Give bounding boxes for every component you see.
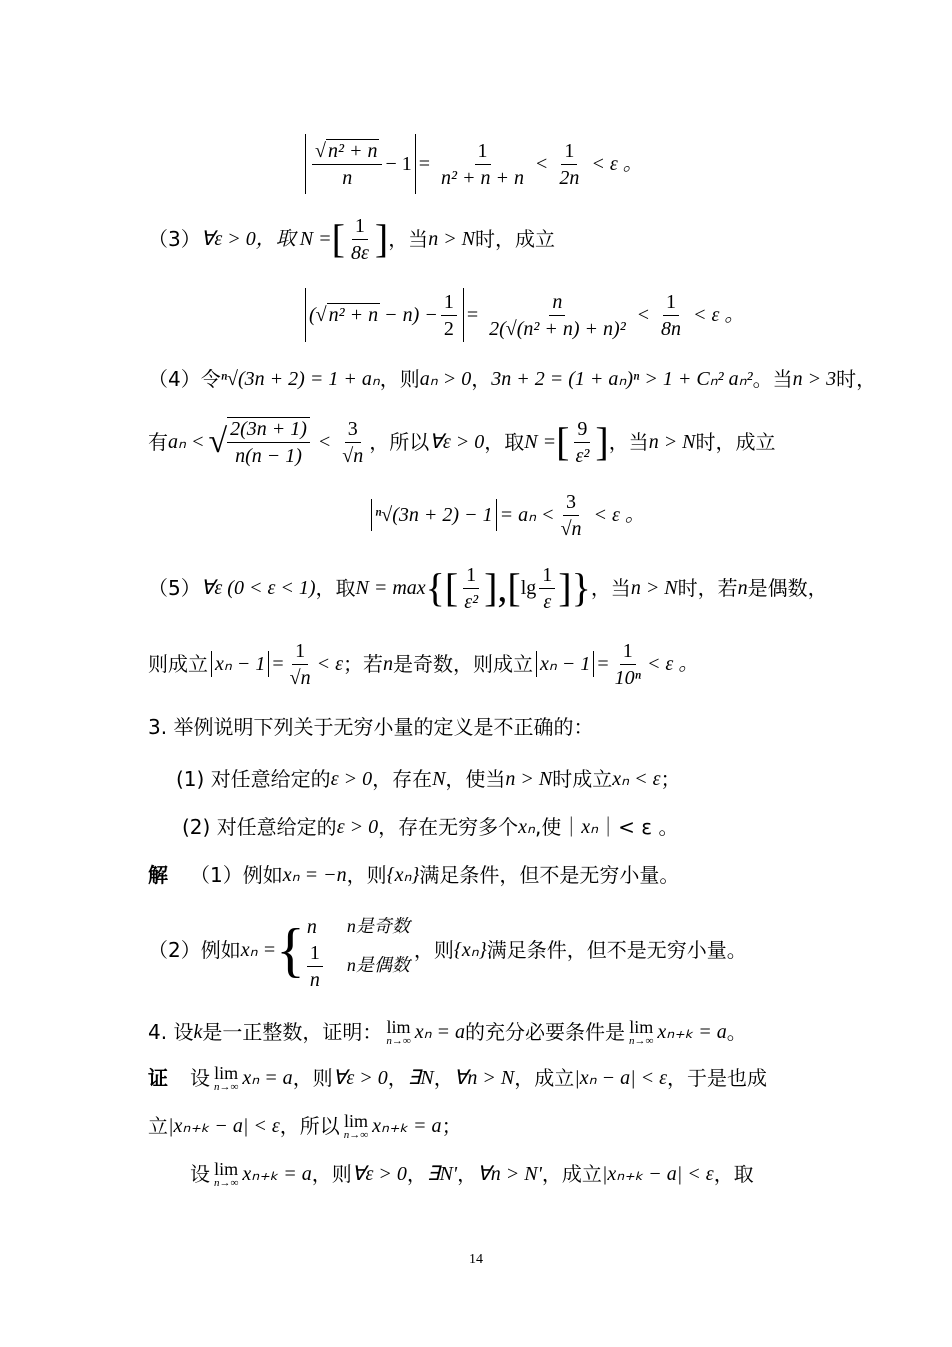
text-segment: ｜< ε 。 xyxy=(598,815,679,839)
fraction xyxy=(612,640,644,689)
fraction xyxy=(339,418,366,467)
math-text: − n) − xyxy=(384,304,438,326)
text-segment: 设 xyxy=(190,1162,210,1186)
fraction-den: n xyxy=(342,166,353,189)
equals-sign: = xyxy=(418,153,431,175)
text-segment: ，使当 xyxy=(445,767,506,791)
fraction-den: n² + n + n xyxy=(441,166,525,189)
math-text: ∃N xyxy=(407,1067,434,1089)
text-segment: 是奇数，则成立 xyxy=(393,652,533,676)
math-text: ⁿ√(3n + 2) = 1 + aₙ xyxy=(220,368,380,390)
text-segment: ，当 xyxy=(388,227,429,251)
math-text: ∀ε > 0 xyxy=(351,1163,407,1185)
left-brace: { xyxy=(276,917,305,983)
math-text: < ε 。 xyxy=(593,504,645,526)
math-text: |xₙ − a| < ε xyxy=(574,1067,667,1089)
math-text: xₙ − 1 xyxy=(215,653,266,675)
fraction-num: 3 xyxy=(345,418,361,443)
heading-problem-3 xyxy=(148,712,593,742)
limit-operator xyxy=(629,1018,653,1047)
text-segment: ，取 xyxy=(484,430,525,454)
fraction-num: 1 xyxy=(352,215,368,240)
text-segment: ,使｜ xyxy=(534,815,582,839)
limit-operator xyxy=(344,1112,368,1141)
math-text: N = xyxy=(299,228,332,250)
math-text: xₙ = a xyxy=(414,1021,466,1043)
math-text: xₙ = −n xyxy=(282,864,347,886)
fraction-den: 10ⁿ xyxy=(614,666,641,689)
lim-subscript: n→∞ xyxy=(386,1034,411,1047)
math-text: xₙ < ε xyxy=(612,768,661,790)
text-segment: 时，成立 xyxy=(475,227,556,251)
fraction-num: 1 xyxy=(292,640,308,665)
case-value: n xyxy=(306,916,317,938)
fraction-num: 1 xyxy=(307,942,323,967)
math-text: = aₙ < xyxy=(499,504,555,526)
text-segment: ；若 xyxy=(343,652,383,676)
math-text: 3n + 2 = (1 + aₙ)ⁿ > 1 + Cₙ² aₙ² xyxy=(491,368,753,390)
math-text: n > N xyxy=(630,577,678,599)
text-line-2: （3） ∀ε > 0，取 N = [ $\frac{1}{8\varepsilon}$ ] ，当 n > N 时，成立 xyxy=(148,214,556,264)
text-segment: ，当 xyxy=(608,430,649,454)
fraction-num: 1 xyxy=(663,291,679,316)
fraction-num: 1 xyxy=(561,140,577,165)
text-segment: 有 xyxy=(148,430,168,454)
fraction-den: 2 xyxy=(443,317,454,340)
fraction: $\frac{\text{√ n² + n}}{n}$ xyxy=(312,140,382,189)
math-text: n > N xyxy=(428,228,476,250)
sqrt-expr: n² + n xyxy=(328,304,379,326)
math-text: < ε xyxy=(316,653,343,675)
text-segment: ， xyxy=(433,1066,454,1090)
proof-line-3 xyxy=(190,1154,754,1194)
fraction-num: 1 xyxy=(620,640,636,665)
fraction xyxy=(539,564,555,613)
fraction-den: √n xyxy=(560,517,582,540)
lim-text: lim xyxy=(629,1016,654,1037)
math-text: ∀n > N xyxy=(453,1067,515,1089)
formula-line-3: ( √ n² + n − n) − $\frac{1}{2}$ = $\frac{n}{\text{2(√(n² + n) + n)²}}$ < $\frac{1}{8n}$ < ε 。 xyxy=(302,286,744,344)
abs-bar xyxy=(305,288,306,342)
text-line-11 xyxy=(182,812,678,842)
equals-sign: = xyxy=(597,653,609,675)
math-text: ⁿ√(3n + 2) − 1 xyxy=(375,504,493,526)
less-than: < xyxy=(536,153,548,175)
fraction xyxy=(227,417,310,467)
math-text: n > N xyxy=(505,768,553,790)
math-text: N xyxy=(432,768,446,790)
piecewise-cases xyxy=(307,911,410,989)
solution-line-2 xyxy=(148,910,747,990)
math-text: aₙ < xyxy=(168,431,205,453)
math-text: ∀ε (0 < ε < 1) xyxy=(200,577,316,599)
sqrt-expr: n² + n xyxy=(327,139,378,162)
fraction-num: n xyxy=(549,291,565,316)
text-segment: ，存在无穷多个 xyxy=(378,815,519,839)
fraction-num: 1 xyxy=(475,140,491,165)
abs-bar xyxy=(305,134,306,194)
fraction-num: 1 xyxy=(441,291,457,316)
text-segment: 是一正整数，证明： xyxy=(202,1020,383,1044)
text-segment: ， xyxy=(457,1162,478,1186)
math-text: xₙ − 1 xyxy=(540,653,591,675)
equals-sign: = xyxy=(272,653,284,675)
fraction-num: 9 xyxy=(574,418,590,443)
text-segment: ，则 xyxy=(311,1162,352,1186)
text-line-4 xyxy=(148,364,876,394)
case-condition: n是偶数 xyxy=(346,955,410,976)
abs-bar xyxy=(463,288,464,342)
text-segment: ， xyxy=(387,1066,408,1090)
text-segment: 满足条件，但不是无穷小量。 xyxy=(419,863,680,887)
lim-text: lim xyxy=(214,1158,239,1179)
math-text: < ε 。 xyxy=(646,653,699,675)
limit-operator xyxy=(214,1160,238,1189)
fraction-den: n xyxy=(309,968,320,991)
math-text: k xyxy=(193,1021,203,1043)
math-text: |xₙ₊ₖ − a| < ε xyxy=(601,1163,714,1185)
less-than: < xyxy=(637,304,649,326)
text-line-7: （5） ∀ε (0 < ε < 1) ，取 N = max {[ $\frac{1}{\text{ε²}}$ ],[ lg $\frac{1}{\varepsilon}$ ]} ，当 n > N 时，若 n 是偶数， xyxy=(148,563,828,613)
proof-label: 证 xyxy=(148,1066,168,1090)
lim-text: lim xyxy=(343,1110,368,1131)
fraction xyxy=(348,215,372,264)
text-segment: ，则 xyxy=(413,938,454,962)
fraction-num: 1 xyxy=(463,564,479,589)
fraction xyxy=(441,291,457,340)
limit-operator xyxy=(214,1064,238,1093)
fraction-num: 2(3n + 1) xyxy=(227,418,310,443)
fraction-den: 8ε xyxy=(350,241,369,264)
math-text: xₙ₊ₖ = a xyxy=(242,1163,312,1185)
text-segment: ； xyxy=(441,1114,462,1138)
math-text: ∀ε > 0 xyxy=(429,431,485,453)
text-segment: ，取 xyxy=(713,1162,754,1186)
text-segment: ，成立 xyxy=(541,1162,602,1186)
math-text: ∀n > N' xyxy=(477,1163,542,1185)
text-line-8 xyxy=(148,636,698,692)
text-segment: 是偶数， xyxy=(747,576,828,600)
text-segment: （2）例如 xyxy=(148,938,241,962)
proof-line-1 xyxy=(148,1058,767,1098)
lim-subscript: n→∞ xyxy=(629,1034,654,1047)
equals-sign: = xyxy=(466,304,479,326)
fraction-den: ε² xyxy=(575,444,590,467)
text-segment: (1) 对任意给定的 xyxy=(176,767,331,791)
text-segment: (2) 对任意给定的 xyxy=(182,815,337,839)
text-segment: ，则 xyxy=(346,863,387,887)
math-text: n > N xyxy=(648,431,696,453)
text-segment: ， xyxy=(406,1162,427,1186)
abs-bar xyxy=(415,134,416,194)
math-text: xₙ xyxy=(581,816,599,838)
text-segment: 4. 设 xyxy=(148,1020,194,1044)
fraction-den: 2(√(n² + n) + n)² xyxy=(489,317,626,340)
math-text: aₙ > 0 xyxy=(419,368,472,390)
lim-subscript: n→∞ xyxy=(214,1080,239,1093)
text-segment: ， xyxy=(471,367,492,391)
math-text: < ε 。 xyxy=(591,153,643,175)
solution-line-1 xyxy=(148,860,679,890)
text-segment: ，存在 xyxy=(372,767,433,791)
math-text: xₙ xyxy=(518,816,535,838)
math-text: n xyxy=(383,653,393,675)
fraction xyxy=(461,564,481,613)
text-segment: 。当 xyxy=(752,367,793,391)
math-text: {xₙ} xyxy=(453,939,487,961)
text-line-10 xyxy=(176,764,681,794)
text-segment: （1）例如 xyxy=(190,863,283,887)
fraction-den: 2n xyxy=(559,166,580,189)
math-text: xₙ₊ₖ = a xyxy=(372,1115,442,1137)
fraction xyxy=(658,291,684,340)
page-number: 14 xyxy=(469,1252,483,1267)
math-text: N = xyxy=(524,431,557,453)
text-segment: 满足条件，但不是无穷小量。 xyxy=(486,938,747,962)
proof-line-2 xyxy=(148,1106,462,1146)
fraction-den: 8n xyxy=(660,317,681,340)
math-text: ε > 0 xyxy=(330,768,373,790)
fraction-den: ε xyxy=(543,590,552,613)
case-condition: n是奇数 xyxy=(346,916,410,937)
fraction xyxy=(486,291,629,340)
text-segment: 立 xyxy=(148,1114,168,1138)
math-text: {xₙ} xyxy=(386,864,420,886)
text-line-5: 有 aₙ < √ $\frac{2(3n + 1)}{n(n - 1)}$ < $\frac{3}{√n}$ ，所以 ∀ε > 0 ，取 N = [ $\frac{9}{\text{ε²}}$ ] ，当 n > N 时，成立 xyxy=(148,417,776,467)
text-segment: 3. 举例说明下列关于无穷小量的定义是不正确的： xyxy=(148,715,594,739)
math-text: < ε 。 xyxy=(692,304,745,326)
heading-problem-4 xyxy=(148,1012,747,1052)
abs-bar xyxy=(496,499,497,531)
lim-subscript: n→∞ xyxy=(343,1128,369,1141)
fraction xyxy=(556,140,582,189)
text-segment: 设 xyxy=(190,1066,210,1090)
text-segment: ，所以 xyxy=(369,430,430,454)
fraction-den: √n xyxy=(342,444,364,467)
fraction-den: ε² xyxy=(464,590,479,613)
fraction-den: √n xyxy=(289,666,311,689)
math-text: lg xyxy=(520,577,537,599)
math-text: xₙ = a xyxy=(242,1067,293,1089)
math-text: ∀ε > 0 xyxy=(332,1067,388,1089)
math-text: n xyxy=(737,577,748,599)
fraction xyxy=(287,640,314,689)
fraction-num: 1 xyxy=(539,564,555,589)
formula-line-6 xyxy=(368,490,645,540)
text-segment: 时，若 xyxy=(677,576,738,600)
text-segment: ，成立 xyxy=(514,1066,575,1090)
math-text: |xₙ₊ₖ − a| < ε xyxy=(168,1115,280,1137)
lim-text: lim xyxy=(386,1016,411,1037)
text-segment: ，于是也成 xyxy=(666,1066,767,1090)
math-text: xₙ = xyxy=(240,939,277,961)
math-text: xₙ₊ₖ = a xyxy=(657,1021,727,1043)
item-label: （3） xyxy=(148,227,201,251)
less-than: < xyxy=(318,431,331,453)
math-text: ( xyxy=(309,304,316,326)
item-label: （4）令 xyxy=(148,367,221,391)
text-segment: 的充分必要条件是 xyxy=(465,1020,626,1044)
text-segment: 时， xyxy=(836,367,877,391)
lim-text: lim xyxy=(214,1062,239,1083)
text-segment: ； xyxy=(660,767,681,791)
text-segment: ，则 xyxy=(379,367,420,391)
text-segment: 。 xyxy=(726,1020,747,1044)
fraction xyxy=(438,140,527,189)
text-segment: 时，成立 xyxy=(695,430,776,454)
fraction xyxy=(572,418,592,467)
math-text: − 1 xyxy=(385,153,412,175)
abs-bar xyxy=(371,499,372,531)
text-segment: 则成立 xyxy=(148,652,208,676)
text-segment: ，当 xyxy=(590,576,631,600)
math-text: n > 3 xyxy=(792,368,837,390)
lim-subscript: n→∞ xyxy=(214,1176,239,1189)
formula-line-1 xyxy=(302,132,643,196)
math-text: ε > 0 xyxy=(336,816,379,838)
text-segment: ，则 xyxy=(292,1066,333,1090)
solution-label: 解 xyxy=(148,863,168,887)
limit-operator xyxy=(386,1018,410,1047)
text-segment: ，所以 xyxy=(279,1114,340,1138)
fraction xyxy=(307,942,323,991)
fraction-num: 3 xyxy=(563,491,579,516)
math-text: N = max xyxy=(355,577,426,599)
text-segment: 时成立 xyxy=(552,767,613,791)
fraction-den: n(n − 1) xyxy=(235,445,302,467)
text-segment: ，取 xyxy=(315,576,356,600)
math-text: ∃N' xyxy=(426,1163,458,1185)
text-segment: ∀ε > 0，取 xyxy=(200,228,296,250)
fraction xyxy=(558,491,585,540)
item-label: （5） xyxy=(148,576,201,600)
